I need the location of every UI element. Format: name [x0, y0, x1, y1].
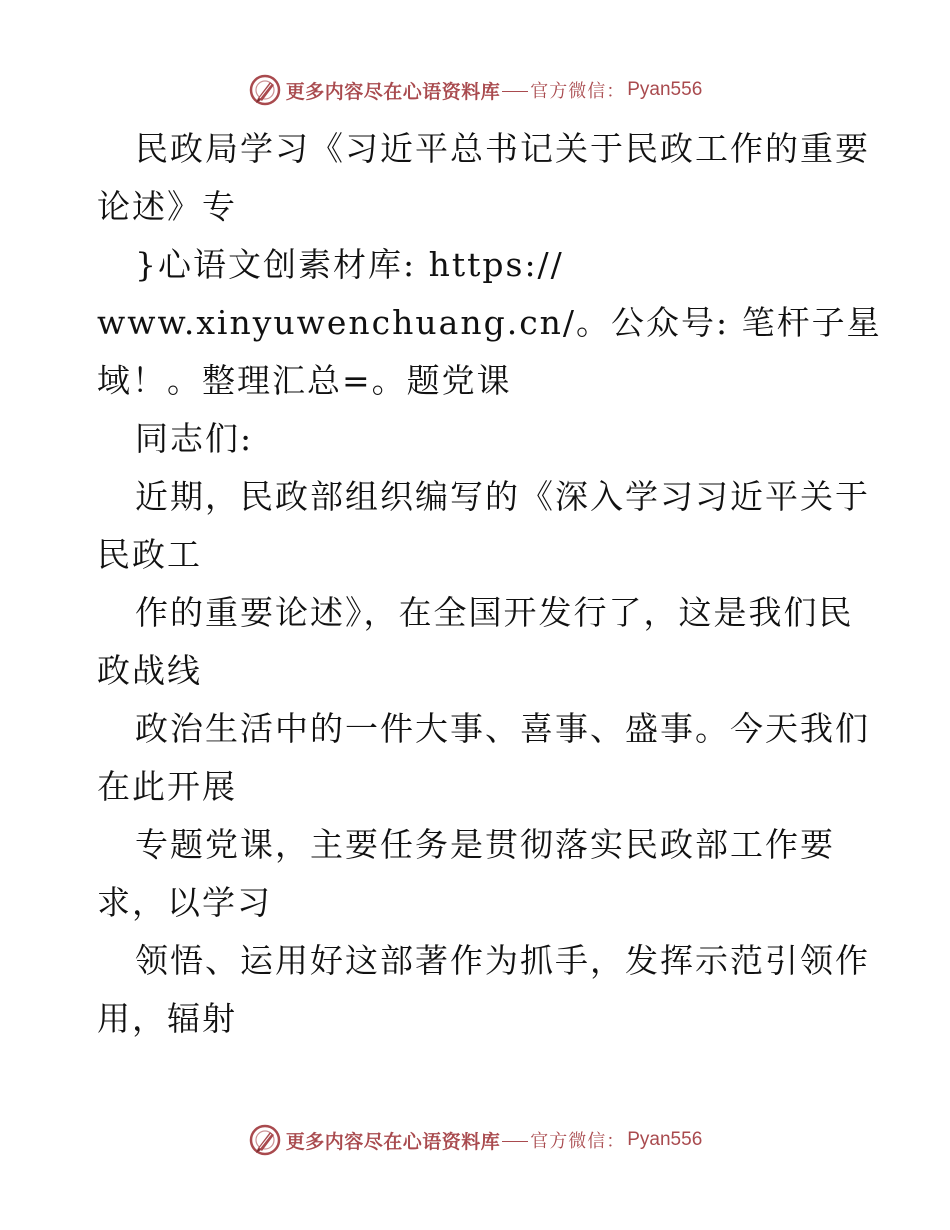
body-line: 同志们: [135, 419, 254, 458]
body-line: 在此开展 [97, 767, 237, 806]
body-line: 域！。整理汇总=。题党课 [97, 361, 512, 400]
watermark-separator [502, 1141, 528, 1142]
header-watermark [0, 70, 950, 110]
body-line: 论述》专 [97, 187, 237, 226]
watermark-official-label: 官方微信： [530, 81, 626, 102]
body-line: 求，以学习 [97, 883, 272, 922]
watermark-brand-text: 更多内容尽在心语资料库 [285, 1130, 501, 1153]
body-line: 民政局学习《习近平总书记关于民政工作的重要 [135, 129, 870, 168]
body-line: }心语文创素材库: https:// [135, 245, 564, 284]
watermark-official-label: 官方微信： [530, 1131, 626, 1152]
watermark-wechat-id: Pyan556 [627, 1129, 703, 1150]
body-line: 领悟、运用好这部著作为抓手，发挥示范引领作 [135, 941, 870, 980]
body-line: 民政工 [97, 535, 202, 574]
body-line: 用，辐射 [97, 999, 237, 1038]
document-body [97, 120, 882, 1048]
watermark-separator [502, 91, 528, 92]
body-line: www.xinyuwenchuang.cn/。公众号: 笔杆子星 [97, 303, 882, 342]
body-line: 专题党课，主要任务是贯彻落实民政部工作要 [135, 825, 835, 864]
fountain-pen-logo-icon [248, 1123, 282, 1157]
watermark-brand-text: 更多内容尽在心语资料库 [285, 80, 501, 103]
watermark-wechat-id: Pyan556 [627, 79, 703, 100]
body-line: 近期，民政部组织编写的《深入学习习近平关于 [135, 477, 870, 516]
footer-watermark [0, 1120, 950, 1160]
body-line: 政战线 [97, 651, 202, 690]
fountain-pen-logo-icon [248, 73, 282, 107]
body-line: 作的重要论述》，在全国开发行了，这是我们民 [135, 593, 854, 632]
body-line: 政治生活中的一件大事、喜事、盛事。今天我们 [135, 709, 870, 748]
